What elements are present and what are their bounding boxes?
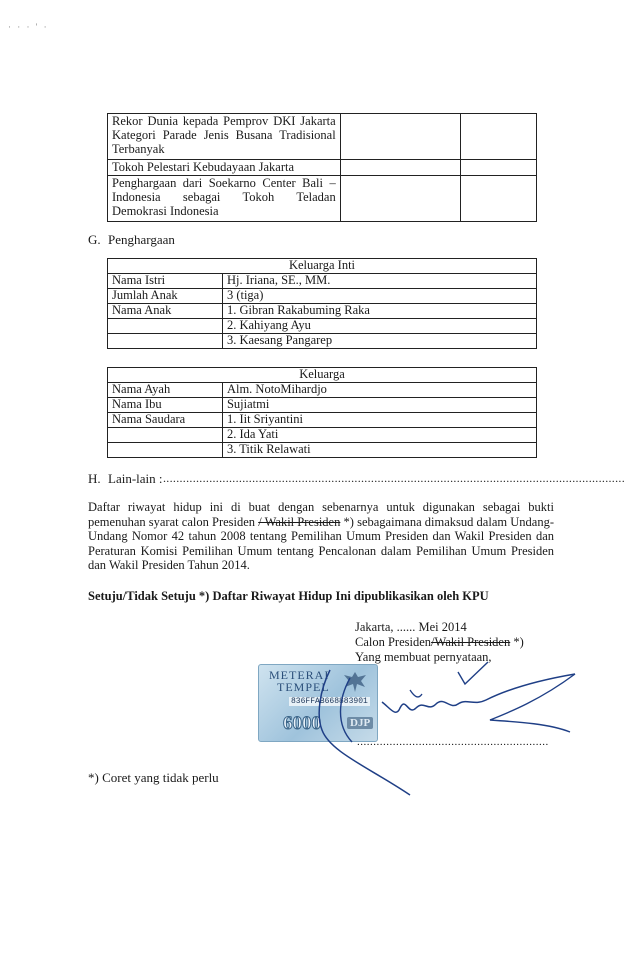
signature-line: ........................................................... xyxy=(357,736,549,748)
row-label xyxy=(108,443,223,458)
statement-paragraph: Daftar riwayat hidup ini di buat dengan sebenarnya untuk digunakan sebagai bukti pemenuhan syarat calon Presiden / Wakil Presiden *) sebagaimana dimaksud dalam Undang-Undang Nomor 42 tahun 2008 tentang Pemilihan Umum Presiden dan Wakil Presiden dan Peraturan Komisi Pemilihan Umum tentang Pencalonan dalam Pemilihan Umum Presiden dan Wakil Presiden Tahun 2014. xyxy=(88,500,554,572)
table-header: Keluarga xyxy=(108,368,537,383)
section-g-title: Penghargaan xyxy=(108,232,175,247)
struck-text: / Wakil Presiden xyxy=(258,514,341,529)
row-value: 1. Gibran Rakabuming Raka xyxy=(222,304,536,319)
keluarga-inti-table xyxy=(107,258,537,349)
row-value: 2. Kahiyang Ayu xyxy=(222,319,536,334)
handwritten-signature xyxy=(290,660,590,800)
row-value: 3 (tiga) xyxy=(222,289,536,304)
consent-statement: Setuju/Tidak Setuju *) Daftar Riwayat Hidup Ini dipublikasikan oleh KPU xyxy=(88,589,489,603)
row-value: Alm. NotoMihardjo xyxy=(222,383,536,398)
row-label: Jumlah Anak xyxy=(108,289,223,304)
row-label xyxy=(108,428,223,443)
row-label: Nama Saudara xyxy=(108,413,223,428)
stamp-serial: 836FFAB668883901 xyxy=(291,697,368,706)
row-value: 2. Ida Yati xyxy=(222,428,536,443)
row-label xyxy=(108,319,223,334)
section-h-dots: ............................................................................................................................................ xyxy=(163,471,625,485)
signature-block xyxy=(355,620,524,665)
section-h-label: Lain-lain : xyxy=(108,471,163,486)
stamp-title: METERAI TEMPEL xyxy=(269,668,330,694)
declarant-line: Yang membuat pernyataan, xyxy=(355,650,492,664)
role-line: Calon Presiden/Wakil Presiden *) xyxy=(355,635,524,649)
row-label: Nama Ibu xyxy=(108,398,223,413)
awards-table xyxy=(107,113,537,222)
row-value: Sujiatmi xyxy=(222,398,536,413)
row-value: 1. Iit Sriyantini xyxy=(222,413,536,428)
section-h-letter: H. xyxy=(88,471,101,486)
footnote: *) Coret yang tidak perlu xyxy=(88,770,219,785)
stamp-code: DJP xyxy=(347,717,373,729)
award-cell: Tokoh Pelestari Kebudayaan Jakarta xyxy=(108,160,341,176)
row-value: Hj. Iriana, SE., MM. xyxy=(222,274,536,289)
row-label: Nama Istri xyxy=(108,274,223,289)
row-label xyxy=(108,334,223,349)
place-date: Jakarta, ...... Mei 2014 xyxy=(355,620,467,634)
corner-marks: · · · ' · xyxy=(8,22,49,32)
row-label: Nama Ayah xyxy=(108,383,223,398)
award-cell: Penghargaan dari Soekarno Center Bali – Indonesia sebagai Tokoh Teladan Demokrasi Indonesia xyxy=(108,176,341,222)
stamp-value: 6000 xyxy=(283,713,321,734)
keluarga-table xyxy=(107,367,537,458)
row-value: 3. Titik Relawati xyxy=(222,443,536,458)
row-value: 3. Kaesang Pangarep xyxy=(222,334,536,349)
row-label: Nama Anak xyxy=(108,304,223,319)
award-cell: Rekor Dunia kepada Pemprov DKI Jakarta Kategori Parade Jenis Busana Tradisional Terbanyak xyxy=(108,114,341,160)
table-header: Keluarga Inti xyxy=(108,259,537,274)
section-g-letter: G. xyxy=(88,232,101,247)
